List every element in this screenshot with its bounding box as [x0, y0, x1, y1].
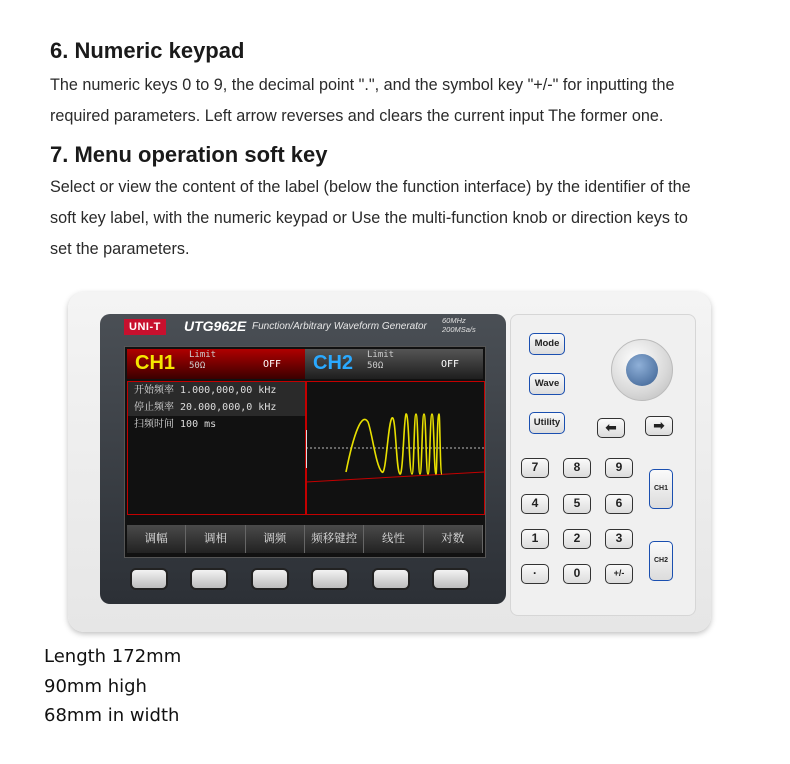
- menu-item-pm: 调相: [186, 525, 245, 553]
- wave-button[interactable]: Wave: [529, 373, 565, 395]
- waveform-generator-device: [68, 292, 711, 632]
- param-label: 停止频率: [134, 402, 174, 413]
- section-7-line-1: Select or view the content of the label (below the function interface) by the identifier of the: [50, 178, 691, 196]
- key-9[interactable]: 9: [605, 458, 633, 478]
- menu-item-log: 对数: [424, 525, 483, 553]
- control-panel: [510, 314, 696, 616]
- key-7[interactable]: 7: [521, 458, 549, 478]
- key-3[interactable]: 3: [605, 529, 633, 549]
- brand-bar: [100, 314, 506, 342]
- soft-key-menu: [127, 525, 483, 553]
- param-label: 扫频时间: [134, 419, 174, 430]
- ch2-label: CH2: [313, 352, 354, 374]
- device-spec: [442, 316, 476, 334]
- section-6-text: [50, 70, 770, 132]
- menu-item-linear: 线性: [364, 525, 423, 553]
- knob-cap: [626, 354, 658, 386]
- soft-keys-row: [130, 568, 470, 590]
- soft-key-6[interactable]: [432, 568, 470, 590]
- key-4[interactable]: 4: [521, 494, 549, 514]
- param-value: 20.000,000,0 kHz: [180, 402, 277, 413]
- mode-button[interactable]: Mode: [529, 333, 565, 355]
- soft-key-1[interactable]: [130, 568, 168, 590]
- lcd-screen: [124, 346, 486, 558]
- menu-item-am: 调幅: [127, 525, 186, 553]
- key-1[interactable]: 1: [521, 529, 549, 549]
- ch1-status-tab: [127, 349, 305, 379]
- ch2-status-tab: [305, 349, 483, 379]
- section-6-heading: 6. Numeric keypad: [50, 38, 245, 63]
- soft-key-4[interactable]: [311, 568, 349, 590]
- key-plus-minus[interactable]: +/-: [605, 564, 633, 584]
- ch2-output-state: OFF: [441, 359, 460, 370]
- waveform-preview: [305, 381, 485, 515]
- key-6[interactable]: 6: [605, 494, 633, 514]
- param-row: [128, 382, 306, 399]
- ch1-label: CH1: [135, 352, 176, 374]
- ch1-output-state: OFF: [263, 359, 282, 370]
- utility-button[interactable]: Utility: [529, 412, 565, 434]
- menu-item-fm: 调频: [246, 525, 305, 553]
- device-subtitle: Function/Arbitrary Waveform Generator: [252, 321, 427, 332]
- key-decimal-point[interactable]: ·: [521, 564, 549, 584]
- param-value: 100 ms: [180, 419, 217, 430]
- dimension-height: 90mm high: [44, 676, 147, 697]
- spec-bandwidth: 60MHz: [442, 316, 466, 325]
- dimension-width: 68mm in width: [44, 705, 180, 726]
- section-7-line-3: set the parameters.: [50, 240, 190, 258]
- section-6-line-2: required parameters. Left arrow reverses and clears the current input The former one.: [50, 107, 664, 125]
- param-value: 1.000,000,00 kHz: [180, 385, 277, 396]
- param-row: [128, 399, 306, 416]
- param-label: 开始频率: [134, 385, 174, 396]
- key-2[interactable]: 2: [563, 529, 591, 549]
- brand-logo: UNI-T: [124, 319, 166, 335]
- ch1-limit-label: Limit: [189, 350, 217, 360]
- model-name: UTG962E: [184, 318, 247, 334]
- ch1-limit: [189, 350, 216, 372]
- section-6-line-1: The numeric keys 0 to 9, the decimal point ".", and the symbol key "+/-" for inputting the: [50, 76, 675, 94]
- left-arrow-button[interactable]: ⬅: [597, 418, 625, 438]
- section-7-line-2: soft key label, with the numeric keypad or Use the multi-function knob or direction keys to: [50, 209, 688, 227]
- display-bezel: [100, 314, 506, 604]
- section-7-heading: 7. Menu operation soft key: [50, 142, 328, 167]
- dimension-length: Length 172mm: [44, 646, 182, 667]
- rotary-knob-icon[interactable]: [611, 339, 673, 401]
- ch1-impedance: 50Ω: [189, 361, 206, 371]
- key-5[interactable]: 5: [563, 494, 591, 514]
- right-arrow-button[interactable]: ➡: [645, 416, 673, 436]
- param-row: [128, 416, 306, 433]
- soft-key-3[interactable]: [251, 568, 289, 590]
- ch2-limit: [367, 350, 394, 372]
- sweep-waveform-graphic: [306, 382, 484, 514]
- ch2-impedance: 50Ω: [367, 361, 384, 371]
- menu-item-fsk: 频移键控: [305, 525, 364, 553]
- key-8[interactable]: 8: [563, 458, 591, 478]
- ch2-button[interactable]: CH2: [649, 541, 673, 581]
- key-0[interactable]: 0: [563, 564, 591, 584]
- soft-key-5[interactable]: [372, 568, 410, 590]
- spec-sample-rate: 200MSa/s: [442, 325, 476, 334]
- ch1-button[interactable]: CH1: [649, 469, 673, 509]
- ch2-limit-label: Limit: [367, 350, 395, 360]
- sweep-parameters: [127, 381, 307, 515]
- section-7-text: [50, 172, 770, 265]
- soft-key-2[interactable]: [190, 568, 228, 590]
